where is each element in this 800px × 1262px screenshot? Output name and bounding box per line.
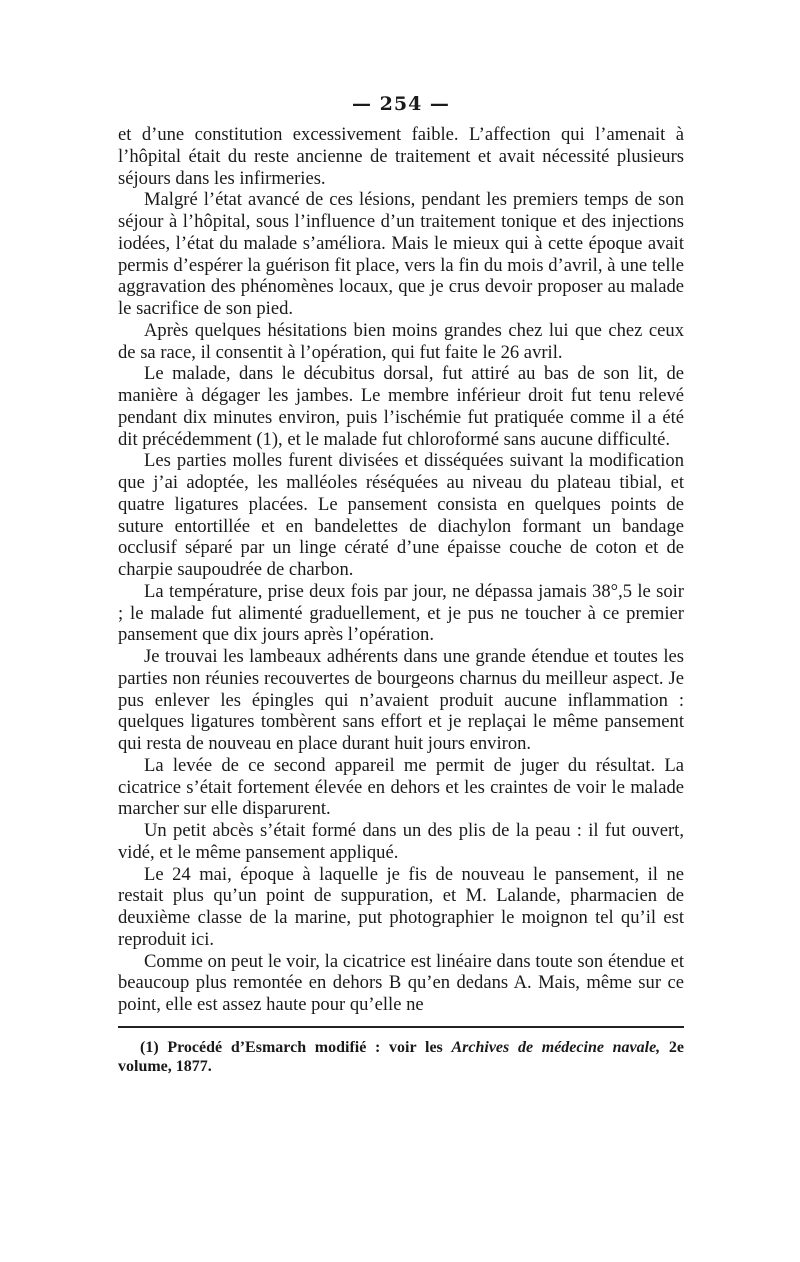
paragraph-11: Comme on peut le voir, la cicatrice est linéaire dans toute son étendue et beaucoup plus remontée en dehors B qu’en dedans A. Mais, même sur ce point, elle est assez haute pour qu’elle ne bbox=[118, 950, 684, 1015]
footnote-suffix: 2e volume, 1877. bbox=[118, 1038, 684, 1075]
footnote-rule bbox=[118, 1026, 684, 1028]
footnote-prefix: (1) Procédé d’Esmarch modifié : voir les bbox=[140, 1038, 452, 1056]
paragraph-5: Les parties molles furent divisées et disséquées suivant la modification que j’ai adoptée, les malléoles réséquées au niveau du plateau tibial, et quatre ligatures placées. Le pansement consista en quelques points de suture entortillée et en bandelettes de diachylon formant un bandage occlusif séparé par un linge cératé d’une épaisse couche de coton et de charpie saupoudrée de charbon. bbox=[118, 450, 684, 580]
paragraph-10: Le 24 mai, époque à laquelle je fis de nouveau le pansement, il ne restait plus qu’un point de suppuration, et M. Lalande, pharmacien de deuxième classe de la marine, put photographier le moignon tel qu’il est reproduit ici. bbox=[118, 863, 684, 950]
paragraph-3: Après quelques hésitations bien moins grandes chez lui que chez ceux de sa race, il consentit à l’opération, qui fut faite le 26 avril. bbox=[118, 319, 684, 363]
paragraph-6: La température, prise deux fois par jour, ne dépassa jamais 38°,5 le soir ; le malade fut alimenté graduellement, et je pus ne toucher à ce premier pansement que dix jours après l’opération. bbox=[118, 580, 684, 646]
paragraph-7: Je trouvai les lambeaux adhérents dans une grande étendue et toutes les parties non réunies recouvertes de bourgeons charnus du meilleur aspect. Je pus enlever les épingles qui n’avaient produit aucune inflammation : quelques ligatures tombèrent sans effort et je replaçai le même pansement qui resta de nouveau en place durant huit jours environ. bbox=[118, 646, 684, 754]
paragraph-4: Le malade, dans le décubitus dorsal, fut attiré au bas de son lit, de manière à dégager les jambes. Le membre inférieur droit fut tenu relevé pendant dix minutes environ, puis l’ischémie fut pratiquée comme il a été dit précédemment (1), et le malade fut chloroformé sans aucune difficulté. bbox=[118, 363, 684, 450]
body-text bbox=[118, 124, 684, 1016]
document-page bbox=[118, 92, 684, 1076]
footnote-title: Archives de médecine navale, bbox=[451, 1038, 661, 1056]
paragraph-8: La levée de ce second appareil me permit de juger du résultat. La cicatrice s’était fortement élevée en dehors et les craintes de voir le malade marcher sur elle disparurent. bbox=[118, 754, 684, 820]
paragraph-9: Un petit abcès s’était formé dans un des plis de la peau : il fut ouvert, vidé, et le même pansement appliqué. bbox=[118, 820, 684, 863]
paragraph-1: et d’une constitution excessivement faible. L’affection qui l’amenait à l’hôpital était du reste ancienne de traitement et avait nécessité plusieurs séjours dans les infirmeries. bbox=[118, 124, 684, 189]
footnote bbox=[118, 1038, 684, 1076]
page-number: — 254 — bbox=[352, 93, 450, 115]
paragraph-2: Malgré l’état avancé de ces lésions, pendant les premiers temps de son séjour à l’hôpital, sous l’influence d’un traitement tonique et des injections iodées, l’état du malade s’améliora. Mais le mieux qui à cette époque avait permis d’espérer la guérison fit place, vers la fin du mois d’avril, à une telle aggravation des phénomènes locaux, que je crus devoir proposer au malade le sacrifice de son pied. bbox=[118, 189, 684, 319]
